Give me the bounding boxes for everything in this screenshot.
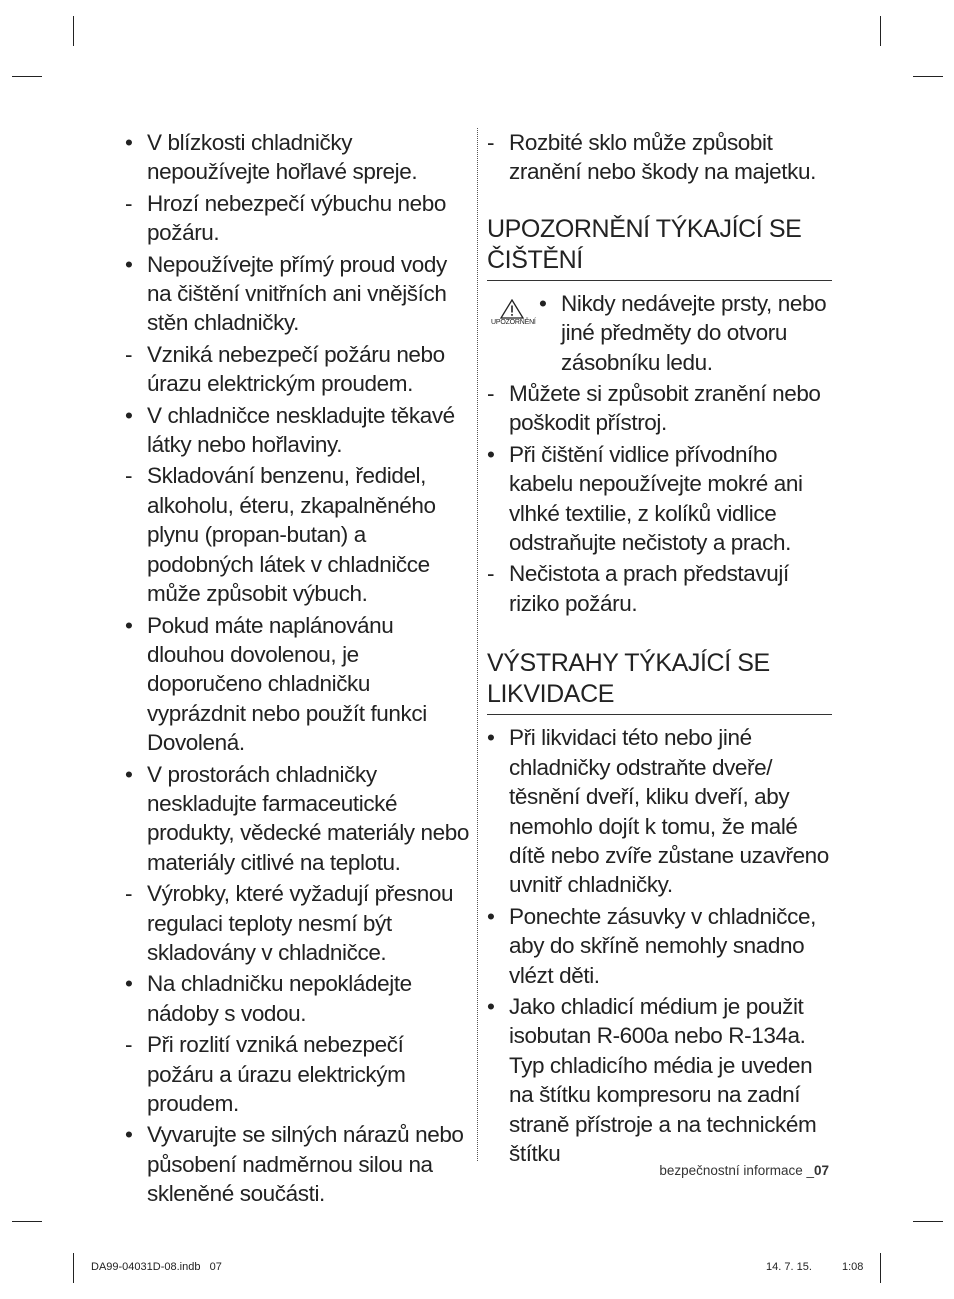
slug-filename: DA99-04031D-08.indb 07 [91,1261,222,1273]
list-marker: • [487,725,495,751]
crop-mark [73,1253,74,1283]
list-item [487,559,832,618]
list-item [125,611,470,758]
list-text: Můžete si způsobit zranění nebo poškodit přístroj. [509,381,821,436]
cleaning-warning-block [487,289,832,377]
right-column [487,128,832,1170]
crop-mark [913,1221,943,1222]
slug-date: 14. 7. 15. [766,1261,812,1273]
list-text: V prostorách chladničky neskladujte farmaceutické produkty, vědecké materiály nebo materiály citlivé na teplotu. [147,761,469,875]
list-text: Nikdy nedávejte prsty, nebo jiné předměty do otvoru zásobníku ledu. [561,290,827,375]
list-marker: - [125,881,133,907]
list-item [487,440,832,558]
list-text: V chladničce neskladujte těkavé látky nebo hořlaviny. [147,402,455,458]
list-item [487,128,832,187]
list-marker: • [125,1122,133,1148]
list-item [125,189,470,248]
list-text: Nepoužívejte přímý proud vody na čištění vnitřních ani vnějších stěn chladničky. [147,251,447,336]
list-marker: • [487,441,495,467]
crop-mark [12,1221,42,1222]
list-marker: - [125,341,133,367]
list-item [125,401,470,460]
footer-section-label: bezpečnostní informace _ [659,1163,814,1178]
list-item [125,461,470,608]
list-text: Při likvidaci této nebo jiné chladničky odstraňte dveře/ těsnění dveří, kliku dveří, aby nemohlo dojít k tomu, že malé dítě nebo zvíře zůstane uzavřeno uvnitř chladničky. [509,725,829,898]
list-marker: • [125,251,133,277]
list-marker: - [487,130,495,155]
list-marker: • [125,971,133,997]
column-divider [477,128,478,1161]
crop-mark [12,76,42,77]
cleaning-section-title: UPOZORNĚNÍ TÝKAJÍCÍ SE ČIŠTĚNÍ [487,214,832,281]
list-text: V blízkosti chladničky nepoužívejte hořlavé spreje. [147,130,418,185]
list-text: Na chladničku nepokládejte nádoby s vodou. [147,971,412,1026]
list-marker: - [125,1032,133,1058]
list-item [487,379,832,438]
list-text: Jako chladicí médium je použit isobutan R-600a nebo R-134a. Typ chladicího média je uveden na štítku kompresoru na zadní straně přístroje a na technickém štítku [509,993,817,1166]
list-text: Při čištění vidlice přívodního kabelu nepoužívejte mokré ani vlhké textilie, z kolíků vidlice odstraňujte nečistoty a prach. [509,441,803,556]
list-text: Při rozlití vzniká nebezpečí požáru a úrazu elektrickým proudem. [147,1032,406,1116]
list-text: Skladování benzenu, ředidel, alkoholu, éteru, zkapalněného plynu (propan-butan) a podobných látek v chladničce může způsobit výbuch. [147,463,436,607]
disposal-section-title: VÝSTRAHY TÝKAJÍCÍ SE LIKVIDACE [487,648,832,715]
list-item [125,250,470,338]
crop-mark [913,76,943,77]
list-item [125,879,470,967]
list-item [125,1030,470,1118]
left-column [125,128,470,1211]
crop-mark [880,1253,881,1283]
list-item [487,723,832,899]
list-text: Vzniká nebezpečí požáru nebo úrazu elektrickým proudem. [147,341,445,397]
list-item [125,1120,470,1208]
list-item [125,340,470,399]
list-marker: • [125,402,133,428]
list-text: Výrobky, které vyžadují přesnou regulaci teploty nesmí být skladovány v chladničce. [147,881,454,965]
list-marker: • [125,761,133,787]
page-number: 07 [813,1163,829,1178]
list-text: Ponechte zásuvky v chladničce, aby do skříně nemohly snadno vlézt děti. [509,903,816,988]
list-marker: • [125,130,133,155]
list-item [487,992,832,1168]
list-text: Vyvarujte se silných nárazů nebo působení nadměrnou silou na skleněné součásti. [147,1122,464,1207]
warning-icon-label: UPOZORNĚNÍ [491,318,536,326]
list-marker: • [125,612,133,638]
list-marker: - [487,381,495,407]
list-marker: - [487,561,495,587]
list-text: Pokud máte naplánovánu dlouhou dovolenou, je doporučeno chladničku vyprázdnit nebo použít funkci Dovolená. [147,612,427,756]
list-text: Rozbité sklo může způsobit zranění nebo škody na majetku. [509,130,816,185]
list-text: Hrozí nebezpečí výbuchu nebo požáru. [147,190,446,246]
crop-mark [73,16,74,46]
list-marker: - [125,463,133,489]
list-item [125,760,470,878]
slug-time: 1:08 [842,1261,864,1273]
list-item [125,128,470,187]
crop-mark [880,16,881,46]
page-footer [659,1163,829,1178]
list-marker: • [539,290,547,316]
list-marker: - [125,190,133,216]
list-text: Nečistota a prach představují riziko požáru. [509,561,789,616]
list-marker: • [487,993,495,1019]
list-item [487,902,832,990]
list-item [125,969,470,1028]
list-marker: • [487,903,495,929]
list-item [487,289,832,377]
